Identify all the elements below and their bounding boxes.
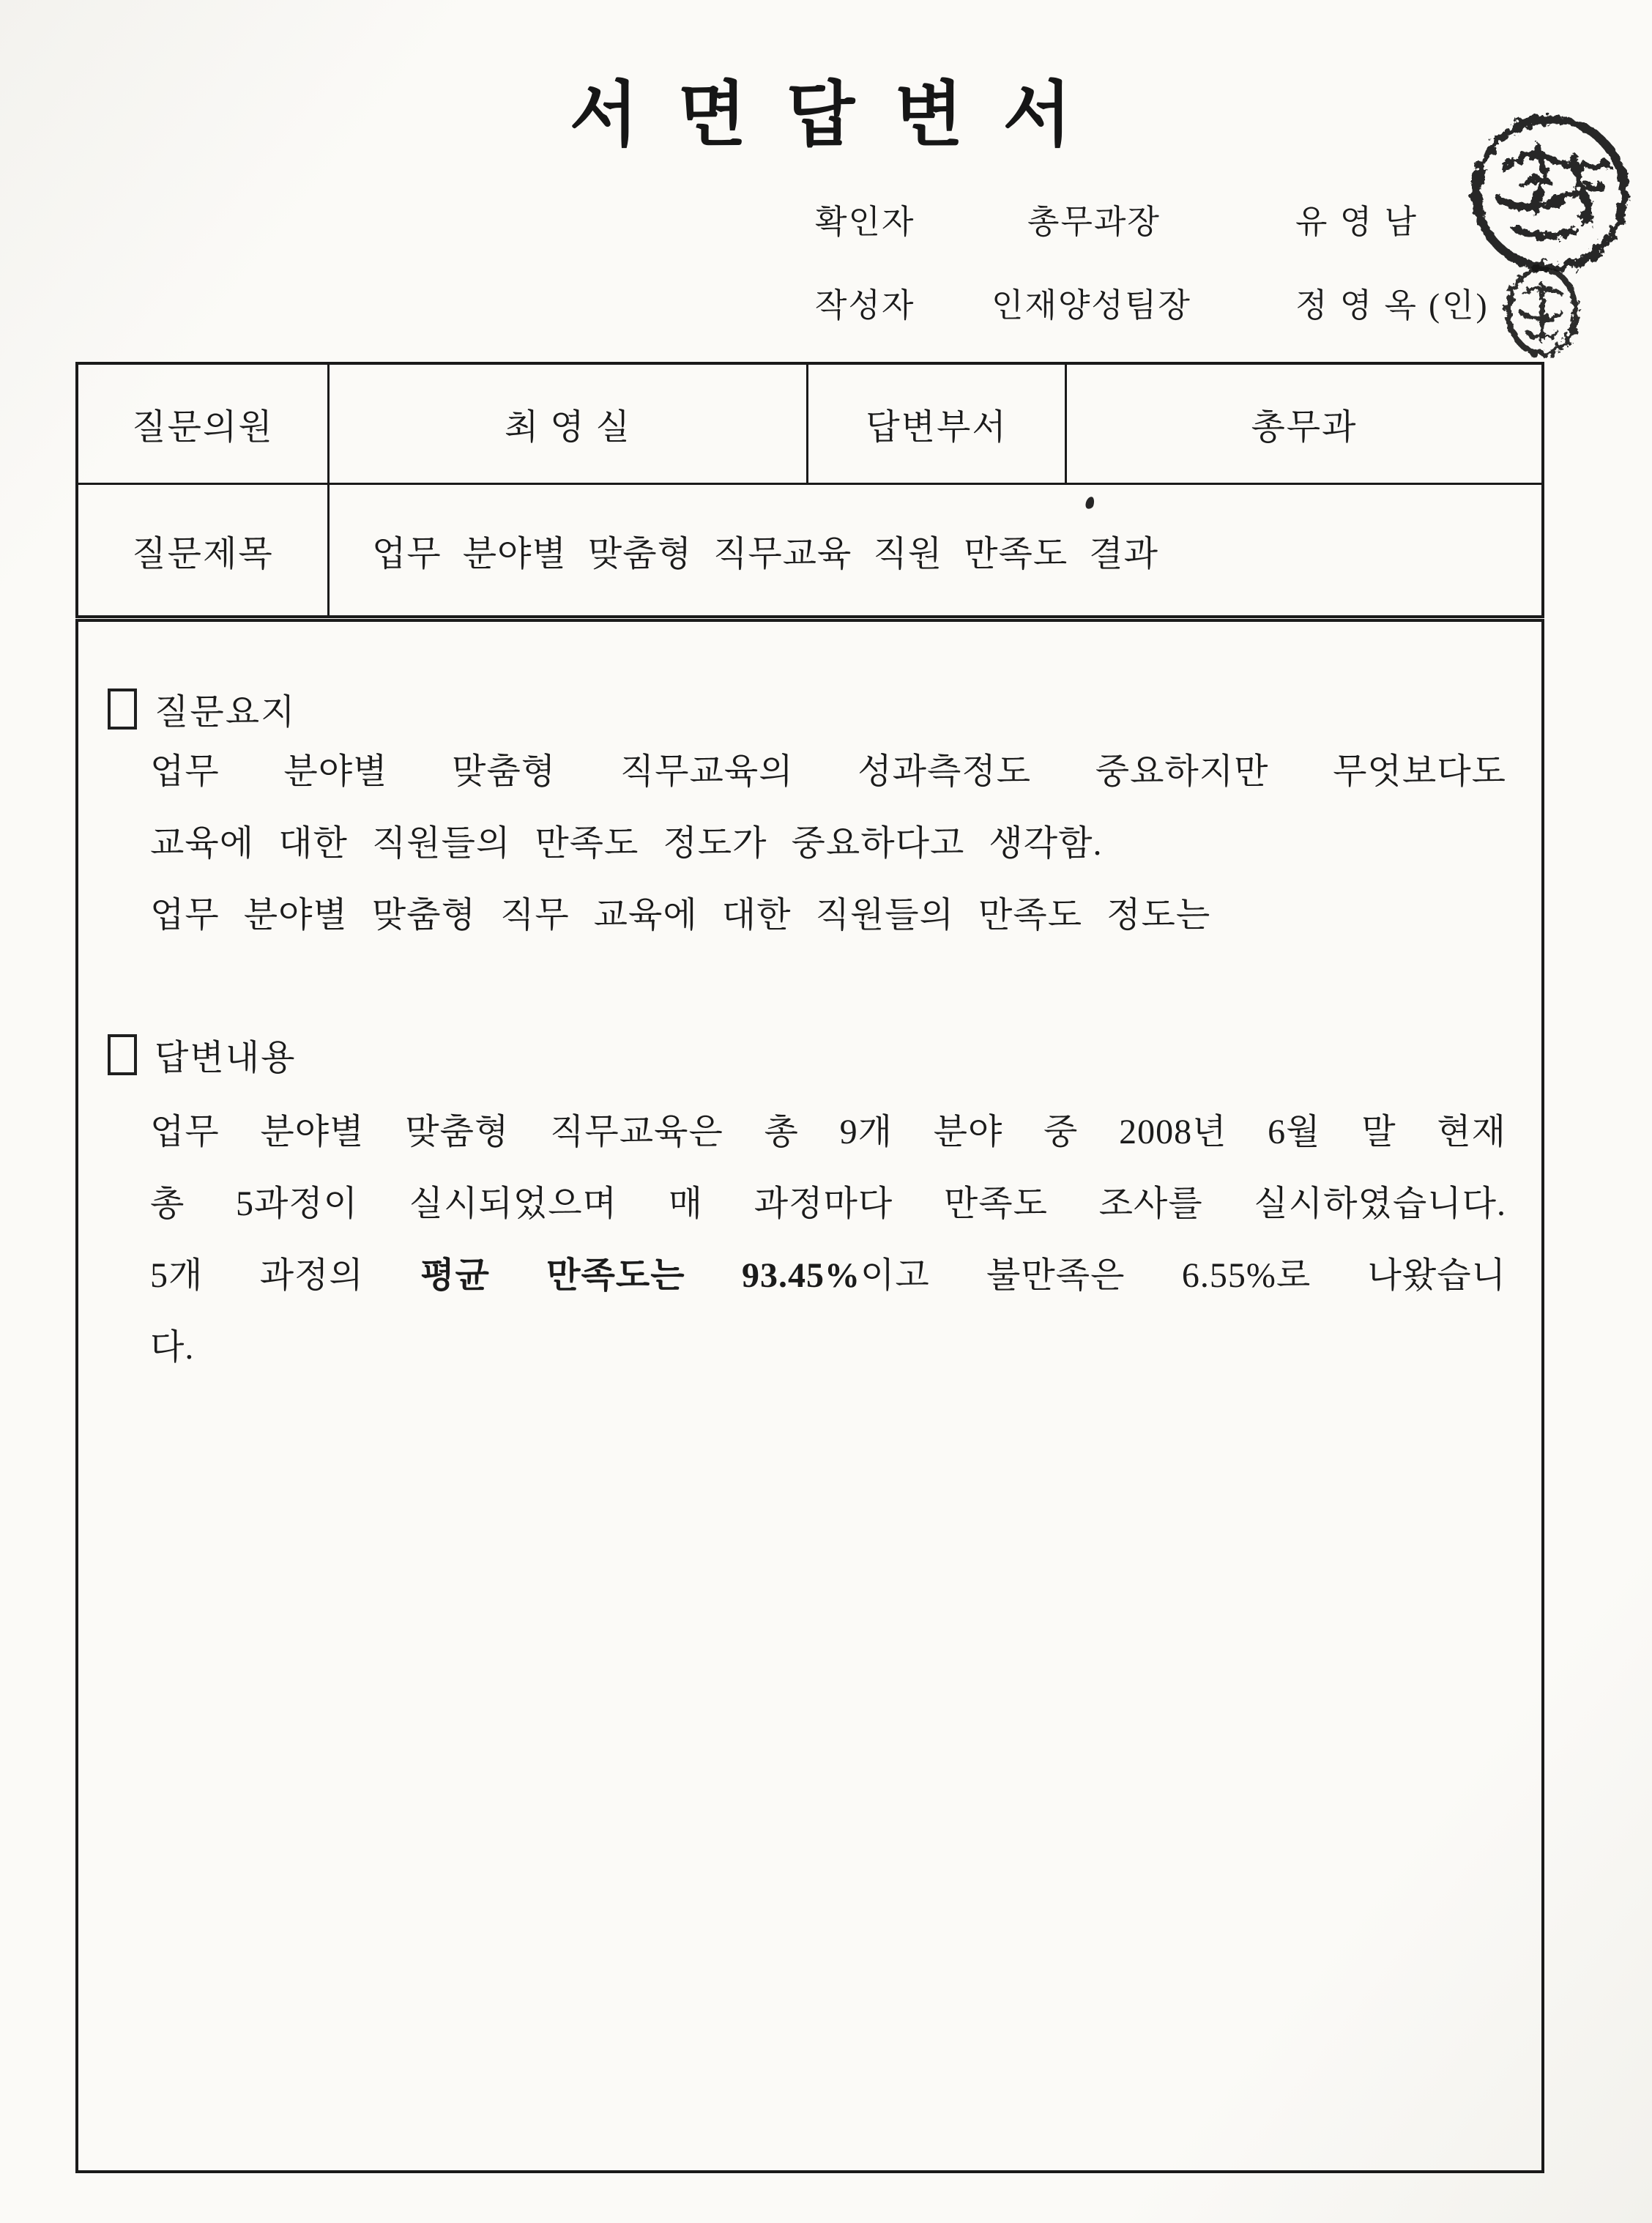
question-line: 업무 분야별 맞춤형 직무교육의 성과측정도 중요하지만 무엇보다도 [150, 752, 1506, 791]
question-section-lines [150, 736, 1506, 951]
question-section-heading [108, 683, 296, 734]
answer-highlight-bold: 평균 만족도는 93.45% [420, 1256, 860, 1295]
author-label: 작성자 [815, 287, 915, 324]
table-row-questioner [78, 365, 1541, 485]
question-line: 교육에 대한 직원들의 만족도 정도가 중요하다고 생각함. [150, 824, 1103, 863]
personal-name-seal-icon [1500, 262, 1585, 360]
question-line: 업무 분야별 맞춤형 직무 교육에 대한 직원들의 만족도 정도는 [150, 896, 1211, 935]
answer-highlight-suffix: 이고 불만족은 6.55%로 나왔습니 [860, 1256, 1506, 1295]
table-row-subject [78, 485, 1541, 615]
question-heading-text: 질문요지 [155, 693, 297, 732]
answer-section-lines [150, 1096, 1506, 1384]
author-name: 정 영 옥 (인) [1295, 287, 1489, 324]
answer-body-box [75, 619, 1544, 2173]
questioner-value-cell: 최 영 실 [330, 365, 808, 483]
answer-line: 업무 분야별 맞춤형 직무교육은 총 9개 분야 중 2008년 6월 말 현재 [150, 1113, 1506, 1151]
department-label-cell: 답변부서 [808, 365, 1067, 483]
answer-line: 총 5과정이 실시되었으며 매 과정마다 만족도 조사를 실시하였습니다. [150, 1184, 1506, 1223]
confirmer-name: 유 영 남 [1295, 204, 1418, 240]
confirmer-role: 총무과장 [1027, 204, 1161, 240]
answer-last-line: 다. [150, 1328, 195, 1367]
round-official-stamp-icon [1462, 107, 1639, 284]
answer-section-heading [108, 1029, 296, 1080]
checkbox-square-icon [108, 689, 137, 730]
document-info-table [75, 362, 1544, 618]
questioner-label-cell: 질문의원 [78, 365, 330, 483]
subject-value-cell: 업무 분야별 맞춤형 직무교육 직원 만족도 결과 [372, 534, 1158, 574]
answer-line-highlight [150, 1240, 1506, 1312]
page-title: 서 면 답 변 서 [569, 76, 1083, 155]
author-role: 인재양성팀장 [991, 287, 1191, 324]
subject-label-cell: 질문제목 [78, 485, 330, 615]
confirmer-label: 확인자 [815, 204, 915, 240]
department-value-cell: 총무과 [1251, 408, 1358, 447]
answer-heading-text: 답변내용 [155, 1039, 297, 1077]
checkbox-square-icon [108, 1034, 137, 1075]
answer-highlight-prefix: 5개 과정의 [150, 1256, 421, 1295]
